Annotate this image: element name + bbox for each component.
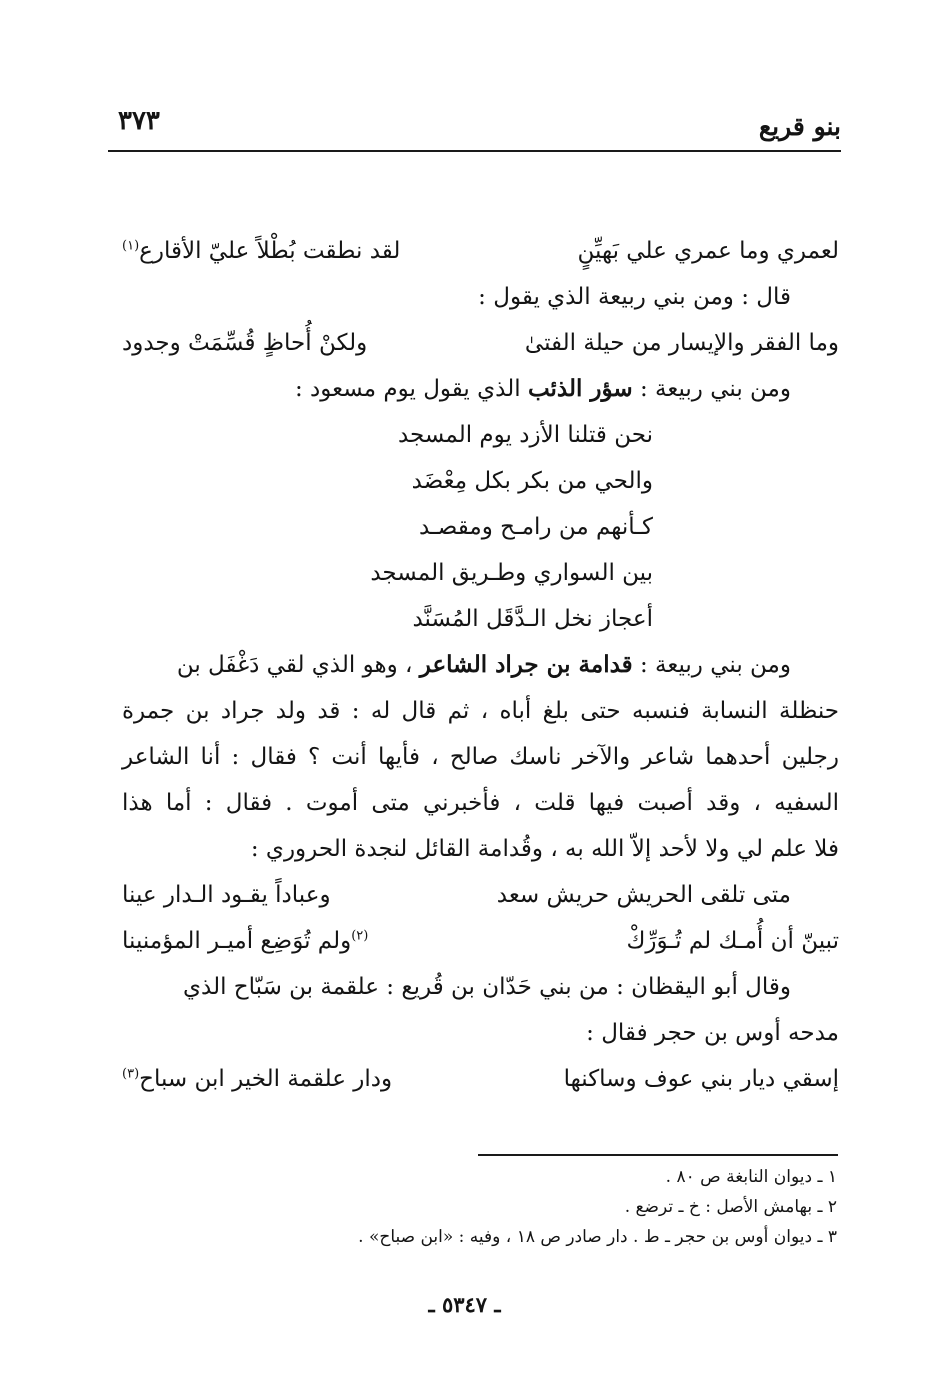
prose-line <box>122 642 839 688</box>
verse-hemistich-left <box>122 1056 392 1102</box>
rajaz-line: أعجاز نخل الـدَّقَل المُسَنَّد <box>412 606 653 632</box>
verse-hemistich-left <box>122 228 400 274</box>
header-rule <box>108 150 841 152</box>
folio-number: ـ ٥٣٤٧ ـ <box>428 1292 501 1317</box>
main-text <box>122 228 839 1102</box>
prose-text: الذي يقول يوم مسعود : <box>294 376 528 402</box>
verse-line <box>122 320 839 366</box>
prose-line: قال : ومن بني ربيعة الذي يقول : <box>478 284 791 310</box>
rajaz-line: بين السواري وطـريق المسجد <box>370 560 653 586</box>
verse-text: ودار علقمة الخير ابن سباح <box>139 1066 393 1092</box>
verse-text: لقد نطقت بُطْلاً عليّ الأقارع <box>139 238 401 264</box>
verse-hemistich-left: وعباداً يقـود الـدار عينا <box>122 882 331 908</box>
footnote-ref: (١) <box>122 238 140 254</box>
verse-hemistich-right: تبينّ أن أُمـك لم تُـوَرِّكْ <box>626 928 839 954</box>
prose-line: مدحه أوس بن حجر فقال : <box>586 1020 839 1046</box>
verse-hemistich-right: متى تلقى الحريش حريش سعد <box>496 882 791 908</box>
verse-line <box>122 918 839 964</box>
footnote-ref: (٣) <box>122 1066 140 1082</box>
person-name: سؤر الذئب <box>527 375 633 402</box>
footnote-ref: (٢) <box>351 928 369 944</box>
rajaz-line: كـأنهم من رامـح ومقصـد <box>419 514 653 540</box>
prose-text: ، وهو الذي لقي دَغْفَل بن <box>176 652 420 678</box>
rajaz-line: نحن قتلنا الأزد يوم المسجد <box>397 422 653 448</box>
verse-hemistich-right: إسقي ديار بني عوف وساكنها <box>563 1066 839 1092</box>
running-title: بنو قريع <box>758 112 841 141</box>
person-name: قدامة بن جراد الشاعر <box>419 651 633 678</box>
prose-line: السفيه ، وقد أصبت فيها قلت ، فأخبرني متى أموت . فقال : أما هذا <box>122 790 839 816</box>
verse-hemistich-left: ولكنْ أُحاظٍ قُسِّمَتْ وجدود <box>122 330 368 356</box>
prose-line <box>122 366 839 412</box>
footnote: ٢ ـ بهامش الأصل : خ ـ ترضع . <box>624 1197 837 1217</box>
verse-text: ولم تُوَضِع أميـر المؤمنينا <box>122 928 352 954</box>
verse-line <box>122 872 839 918</box>
prose-line: وقال أبو اليقظان : من بني حَدّان بن قُريع : علقمة بن سَبّاح الذي <box>183 974 791 1000</box>
verse-hemistich-right: وما الفقر والإيسار من حيلة الفتىٰ <box>524 330 839 356</box>
verse-line <box>122 1056 839 1102</box>
verse-line <box>122 228 839 274</box>
footnote: ١ ـ ديوان النابغة ص ٨٠ . <box>665 1167 837 1187</box>
footnote: ٣ ـ ديوان أوس بن حجر ـ ط . دار صادر ص ١٨ ، وفيه : «ابن صباح» . <box>358 1227 837 1247</box>
page-number: ٣٧٣ <box>118 106 160 136</box>
prose-line: رجلين أحدهما شاعر والآخر ناسك صالح ، فأيها أنت ؟ فقال : أنا الشاعر <box>122 744 839 770</box>
prose-text: ومن بني ربيعة : <box>632 376 791 402</box>
prose-text: ومن بني ربيعة : <box>632 652 791 678</box>
verse-hemistich-left <box>122 918 368 964</box>
footnote-rule <box>478 1154 838 1156</box>
rajaz-line: والحي من بكر بكل مِعْضَد <box>411 468 653 494</box>
prose-line: فلا علم لي ولا لأحد إلاّ الله به ، وقُدامة القائل لنجدة الحروري : <box>250 836 839 862</box>
verse-hemistich-right: لعمري وما عمري علي بَهيِّنٍ <box>577 238 839 264</box>
footnotes <box>358 1162 837 1252</box>
prose-line: حنظلة النسابة فنسبه حتى بلغ أباه ، ثم قال له : قد ولد جراد بن جمرة <box>122 698 839 724</box>
